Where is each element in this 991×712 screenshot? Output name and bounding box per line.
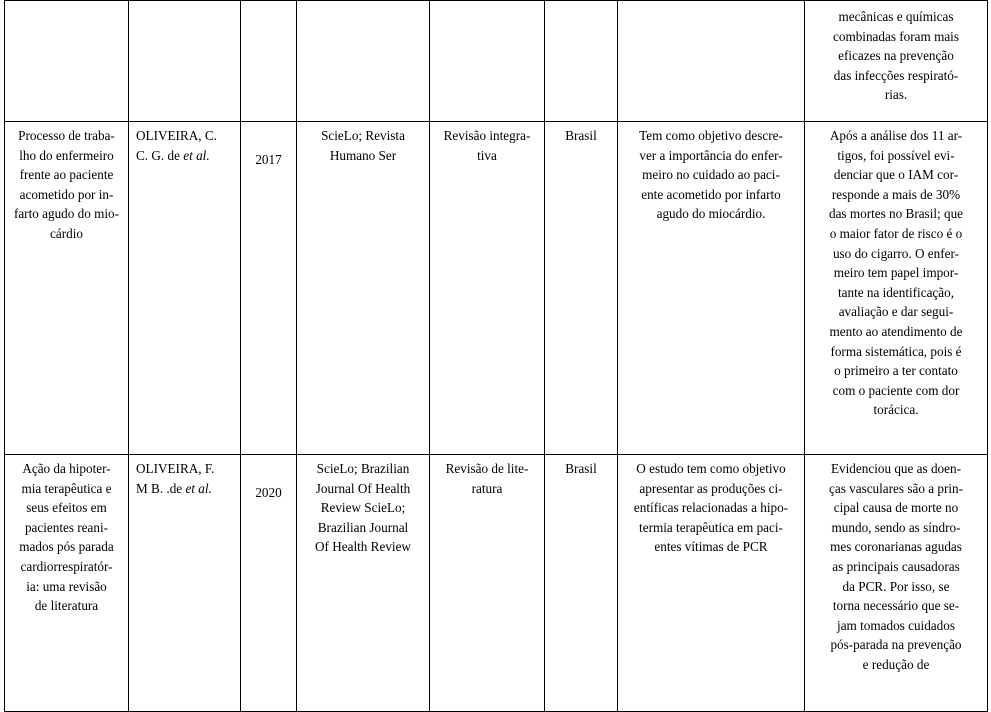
year-cell bbox=[241, 1, 297, 122]
country-cell: Brasil bbox=[545, 122, 618, 455]
results-cell: Evidenciou que as doen- ças vasculares são a prin- cipal causa de morte no mundo, sendo as síndro- mes coronarianas agudas as principais causadoras da PCR. Por isso, se torna necessário que se- jam tomados cuidados pós-parada na prevenção e redução de bbox=[805, 455, 988, 712]
author-cell bbox=[129, 122, 241, 455]
title-cell bbox=[5, 1, 129, 122]
title-cell: Processo de traba- lho do enfermeiro frente ao paciente acometido por in- farto agudo do mio- cárdio bbox=[5, 122, 129, 455]
objective-cell bbox=[618, 1, 805, 122]
database-cell: ScieLo; Brazilian Journal Of Health Review ScieLo; Brazilian Journal Of Health Review bbox=[297, 455, 430, 712]
database-cell bbox=[297, 1, 430, 122]
database-cell: ScieLo; Revista Humano Ser bbox=[297, 122, 430, 455]
study-type-cell: Revisão integra- tiva bbox=[430, 122, 545, 455]
table-row bbox=[5, 122, 988, 455]
author-suffix: et al. bbox=[183, 147, 210, 163]
results-cell: mecânicas e químicas combinadas foram mais eficazes na prevenção das infecções respirató- rias. bbox=[805, 1, 988, 122]
objective-cell: O estudo tem como objetivo apresentar as produções ci- entíficas relacionadas a hipo- termia terapêutica em paci- entes vítimas de PCR bbox=[618, 455, 805, 712]
author-cell bbox=[129, 455, 241, 712]
table-row bbox=[5, 1, 988, 122]
objective-cell: Tem como objetivo descre- ver a importância do enfer- meiro no cuidado ao paci- ente acometido por infarto agudo do miocárdio. bbox=[618, 122, 805, 455]
year-cell: 2017 bbox=[241, 122, 297, 455]
author-cell bbox=[129, 1, 241, 122]
year-cell: 2020 bbox=[241, 455, 297, 712]
title-cell: Ação da hipoter- mia terapêutica e seus efeitos em pacientes reani- mados pós parada cardiorrespiratór- ia: uma revisão de literatura bbox=[5, 455, 129, 712]
results-cell: Após a análise dos 11 ar- tigos, foi possível evi- denciar que o IAM cor- responde a mais de 30% das mortes no Brasil; que o maior fator de risco é o uso do cigarro. O enfer- meiro tem papel impor- tante na identificação, avaliação e dar segui- mento ao atendimento de forma sistemática, pois é o primeiro a ter contato com o paciente com dor torácica. bbox=[805, 122, 988, 455]
author-name: OLIVEIRA, C. C. G. de bbox=[136, 128, 217, 163]
study-type-cell: Revisão de lite- ratura bbox=[430, 455, 545, 712]
study-type-cell bbox=[430, 1, 545, 122]
literature-review-table bbox=[4, 0, 988, 712]
table-row bbox=[5, 455, 988, 712]
country-cell bbox=[545, 1, 618, 122]
author-suffix: et al. bbox=[185, 480, 212, 496]
author-name: OLIVEIRA, F. M B. .de bbox=[136, 461, 215, 496]
country-cell: Brasil bbox=[545, 455, 618, 712]
